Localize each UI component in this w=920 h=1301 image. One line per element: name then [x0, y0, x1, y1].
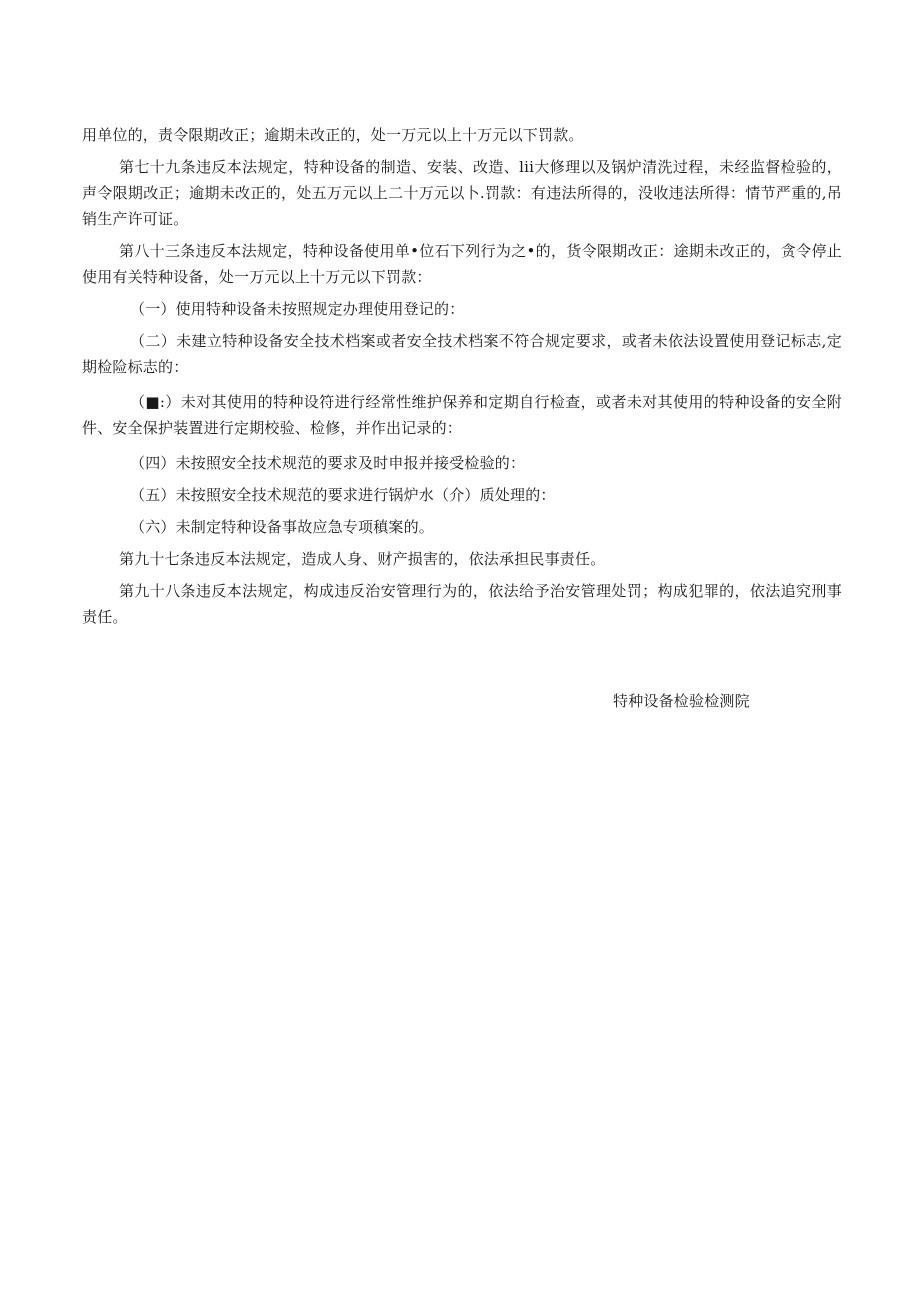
list-item-6: （六）未制定特种设备事故应急专项稹案的。 — [130, 518, 435, 536]
list-item-3: （■:）未对其使用的特种设符进行经常性维护保养和定期自行检查，或者未对其使用的特种设备的安全附件、安全保护装置进行定期校验、检修，并作出记录的： — [82, 393, 842, 437]
paragraph-continuation: 用单位的，责令限期改正；逾期未改正的，处一万元以上十万元以下罚款。 — [82, 126, 584, 144]
document-body — [82, 122, 842, 630]
paragraph-article-97: 第九十七条违反本法规定，造成人身、财产损害的，依法承担民事责任。 — [119, 550, 606, 568]
paragraph-article-98: 第九十八条违反本法规定，构成违反治安管理行为的，依法给予治安管理处罚；构成犯罪的，依法追究刑事责任。 — [82, 582, 842, 626]
list-item-1: （一）使用特种设备未按照规定办理使用登记的： — [130, 300, 465, 318]
paragraph-article-79: 第七十九条违反本法规定，特种设备的制造、安装、改造、lii大修理以及锅炉清洗过程，未经监督检验的，声令限期改正；逾期未改正的，处五万元以上二十万元以卜.罚款：有违法所得的，没收违法所得：情节严重的,吊销生产许可证。 — [82, 158, 842, 228]
list-item-4: （四）未按照安全技术规范的要求及时申报并接受检验的： — [130, 454, 526, 472]
list-item-2: （二）未建立特种设备安全技术档案或者安全技术档案不符合规定要求，或者未依法设置使用登记标志,定期检险标志的： — [82, 332, 842, 376]
signature-organization: 特种设备检验检测院 — [613, 692, 750, 710]
paragraph-article-83: 第八十三条违反本法规定，特种设备使用单•位石下列行为之•的，货令限期改正：途期未改正的，贪令停止使用有关特种设备，处一万元以上十万元以下罚款： — [82, 242, 842, 286]
list-item-5: （五）未按照安全技术规范的要求进行锅炉水（介）质处理的： — [130, 486, 556, 504]
